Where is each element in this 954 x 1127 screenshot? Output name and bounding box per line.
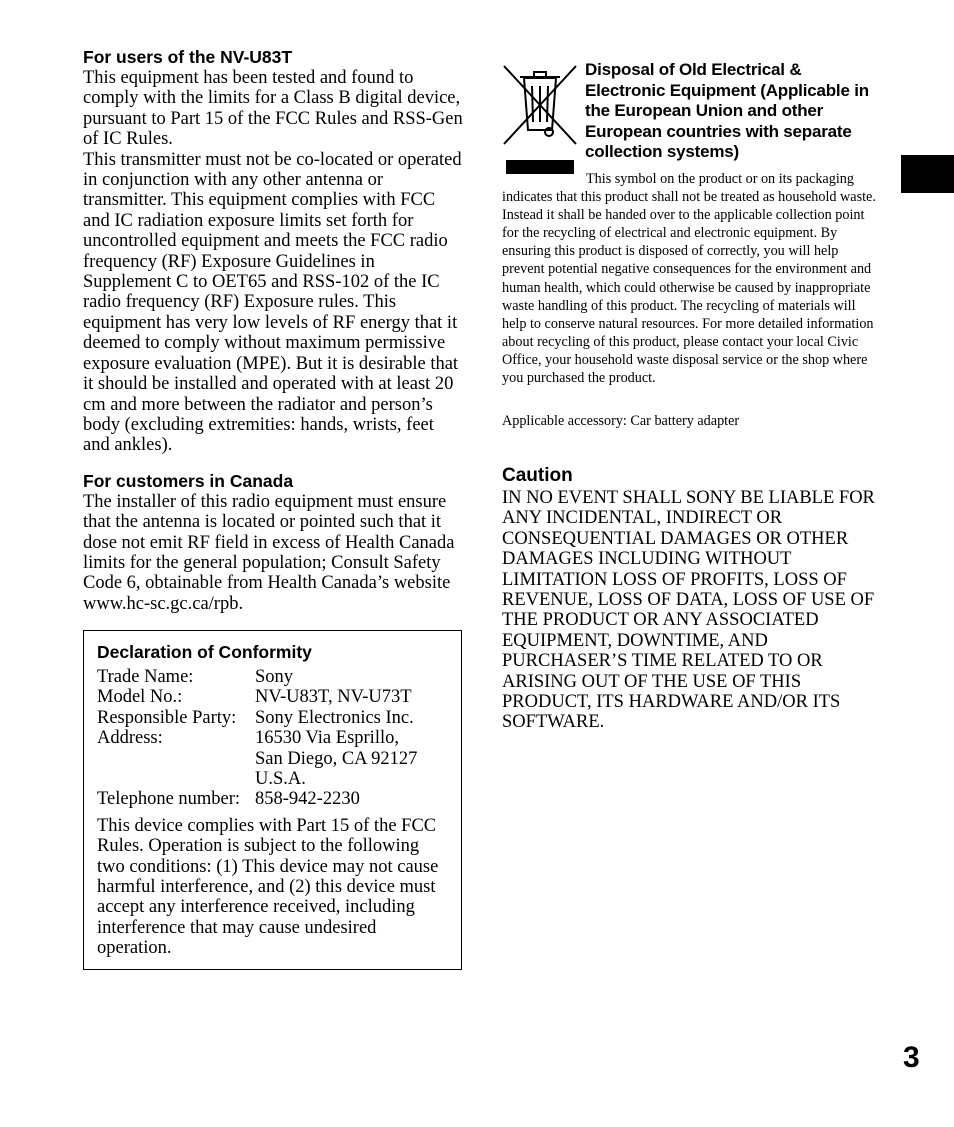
info-row-trade-name (97, 667, 448, 687)
weee-body: This symbol on the product or on its packaging indicates that this product shall not be treated as household waste. Instead it shall be handed over to the applicable collection point for the recycling of electrical and electronic equipment. By ensuring this product is disposed of correctly, you will help prevent potential negative consequences for the environment and human health, which could otherwise be caused by inappropriate waste handling of this product. The recycling of materials will help to conserve natural resources. For more detailed information about recycling of this product, please contact your local Civic Office, your household waste disposal service or the shop where you purchased the product. (502, 171, 876, 387)
page-number: 3 (903, 1041, 920, 1074)
left-column (83, 46, 465, 614)
canada-paragraph: The installer of this radio equipment must ensure that the antenna is located or pointed such that it dose not emit RF field in excess of Health Canada limits for the general population; Consult Safety Code 6, obtainable from Health Canada’s website www.hc-sc.gc.ca/rpb. (83, 491, 455, 614)
declaration-heading: Declaration of Conformity (97, 642, 312, 662)
info-label: Telephone number: (97, 789, 241, 810)
info-label: Trade Name: (97, 667, 194, 687)
info-row-address-line-2 (97, 749, 448, 769)
info-row-address (97, 728, 448, 748)
info-label: Responsible Party: (97, 707, 237, 728)
nv-u83t-paragraph-2: This transmitter must not be co-located or operated in conjunction with any other antenna or transmitter. This equipment complies with FCC and IC radiation exposure limits set forth for uncontrolled equipment and meets the FCC radio frequency (RF) Exposure Guidelines in Supplement C to OET65 and RSS-102 of the IC radio frequency (RF) Exposure rules. This equipment has very low levels of RF energy that it deemed to comply without maximum permissive exposure evaluation (MPE). But it is desirable that it should be installed and operated with at least 20 cm and more between the radiator and person’s body (excluding extremities: hands, wrists, feet and ankles). (83, 149, 462, 456)
caution-heading: Caution (502, 465, 573, 486)
compliance-statement: This device complies with Part 15 of the FCC Rules. Operation is subject to the following two conditions: (1) This device may not cause harmful interference, and (2) this device must accept any interference received, including interference that may cause undesired operation. (97, 815, 439, 959)
info-row-address-line-3 (97, 769, 448, 789)
info-value: U.S.A. (255, 769, 306, 790)
crossed-out-wheelie-bin-icon (502, 64, 578, 178)
declaration-info-table (97, 667, 448, 810)
declaration-of-conformity-box (83, 630, 462, 970)
info-row-telephone (97, 789, 448, 809)
info-row-model-no (97, 687, 448, 707)
info-label: Model No.: (97, 687, 183, 708)
nv-u83t-paragraph-1: This equipment has been tested and found to comply with the limits for a Class B digital device, pursuant to Part 15 of the FCC Rules and RSS-Gen of IC Rules. (83, 68, 463, 150)
nv-u83t-heading: For users of the NV-U83T (83, 47, 293, 67)
canada-heading: For customers in Canada (83, 470, 294, 491)
info-value: Sony (255, 667, 294, 687)
section-tab-marker (901, 155, 954, 193)
applicable-accessory: Applicable accessory: Car battery adapter (502, 413, 740, 429)
info-label: Address: (97, 728, 163, 749)
info-label (97, 769, 255, 789)
info-value: San Diego, CA 92127 (255, 748, 418, 769)
info-value: 16530 Via Esprillo, (255, 728, 399, 749)
caution-body: IN NO EVENT SHALL SONY BE LIABLE FOR ANY INCIDENTAL, INDIRECT OR CONSEQUENTIAL DAMAGES OR OTHER DAMAGES INCLUDING WITHOUT LIMITATION LOSS OF PROFITS, LOSS OF REVENUE, LOSS OF DATA, LOSS OF USE OF THE PRODUCT OR ANY ASSOCIATED EQUIPMENT, DOWNTIME, AND PURCHASER’S TIME RELATED TO OR ARISING OUT OF THE USE OF THIS PRODUCT, ITS HARDWARE AND/OR ITS SOFTWARE. (502, 488, 875, 733)
info-value: Sony Electronics Inc. (255, 707, 414, 728)
info-row-responsible-party (97, 708, 448, 728)
info-value: 858-942-2230 (255, 789, 360, 810)
info-label (97, 749, 255, 769)
info-value: NV-U83T, NV-U73T (255, 687, 412, 708)
weee-heading: Disposal of Old Electrical & Electronic Equipment (Applicable in the European Union and other European countries with separate collection systems) (585, 60, 869, 161)
